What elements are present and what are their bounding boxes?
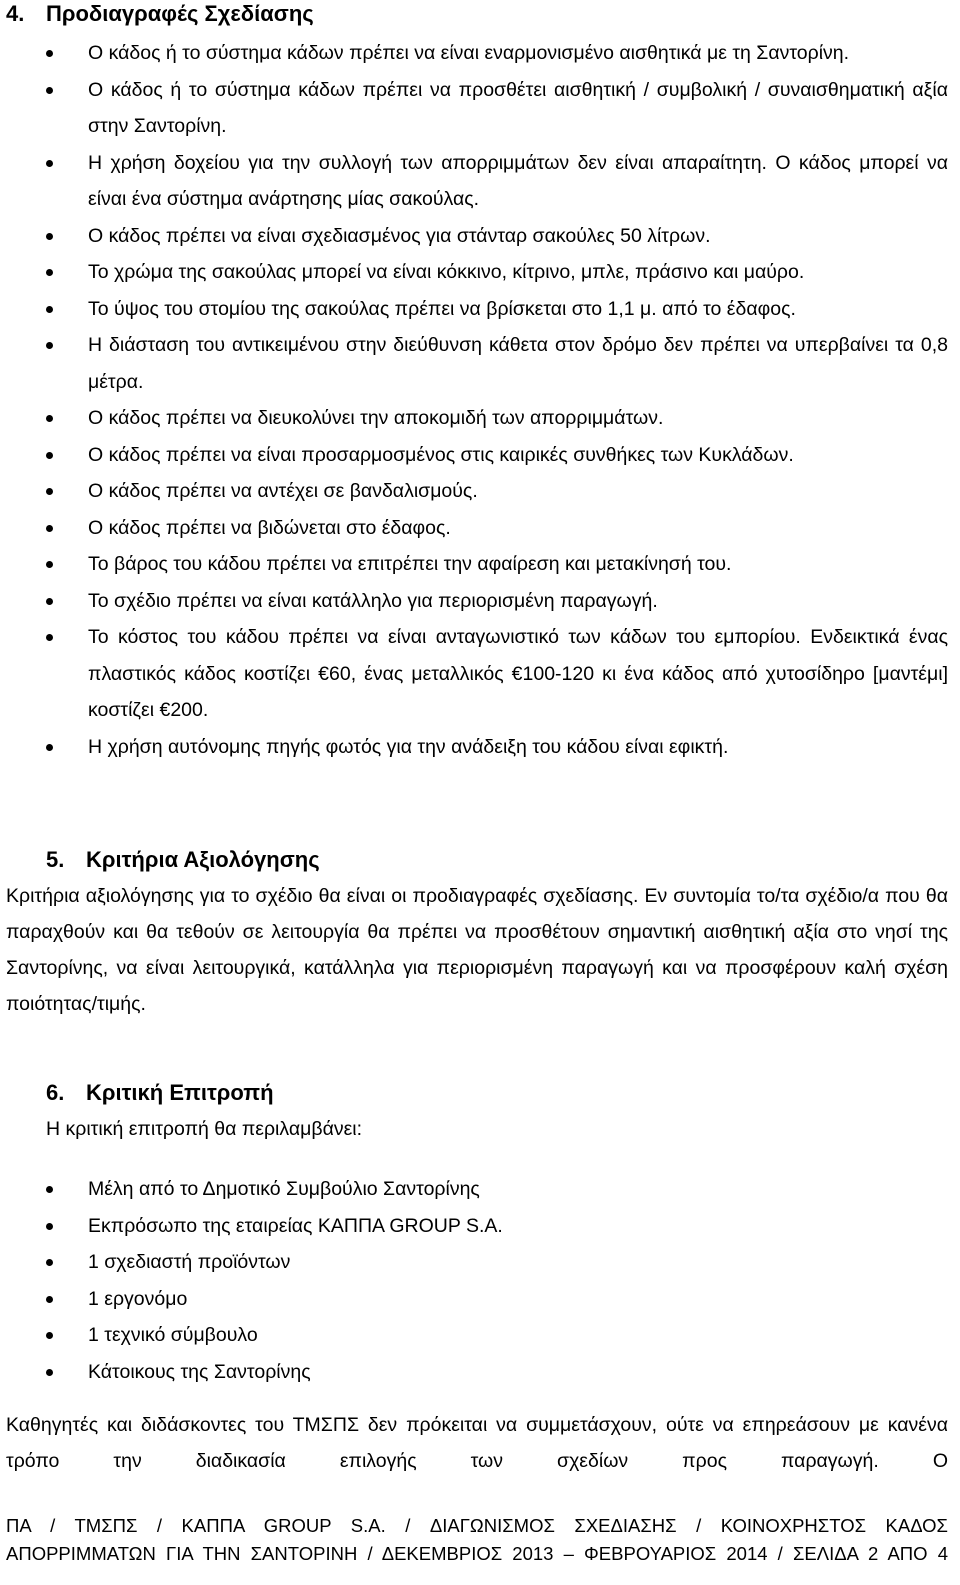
footer-line-1: ΠΑ / ΤΜΣΠΣ / ΚΑΠΠΑ GROUP S.A. / ΔΙΑΓΩΝΙΣΜΟΣ ΣΧΕΔΙΑΣΗΣ / ΚΟΙΝΟΧΡΗΣΤΟΣ ΚΑΔΟΣ (6, 1515, 948, 1536)
list-item: Το κόστος του κάδου πρέπει να είναι ανταγωνιστικό των κάδων του εμπορίου. Ενδεικτικά ένας πλαστικός κάδος κοστίζει €60, ένας μεταλλικός €100-120 κι ένα κάδος από χυτοσίδηρο [μαντέμι] κοστίζει €200. (0, 619, 958, 729)
list-item: Κάτοικους της Σαντορίνης (0, 1354, 958, 1391)
list-item: Το ύψος του στομίου της σακούλας πρέπει να βρίσκεται στο 1,1 μ. από το έδαφος. (0, 291, 958, 328)
footer-line-2: ΑΠΟΡΡΙΜΜΑΤΩΝ ΓΙΑ ΤΗΝ ΣΑΝΤΟΡΙΝΗ / ΔΕΚΕΜΒΡΙΟΣ 2013 – ΦΕΒΡΟΥΑΡΙΟΣ 2014 / ΣΕΛΙΔΑ 2 ΑΠΟ 4 (6, 1543, 948, 1564)
section-title: Προδιαγραφές Σχεδίασης (46, 1, 314, 26)
evaluation-criteria-paragraph: Κριτήρια αξιολόγησης για το σχέδιο θα είναι οι προδιαγραφές σχεδίασης. Εν συντομία το/τα σχέδιο/α που θα παραχθούν και θα τεθούν σε λειτουργία θα πρέπει να προσθέτουν σημαντική αισθητική αξία στο νησί της Σαντορίνης, να είναι λειτουργικά, κατάλληλα για περιορισμένη παραγωγή και να προσφέρουν καλή σχέση ποιότητας/τιμής. (6, 885, 948, 1015)
list-item: 1 εργονόμο (0, 1281, 958, 1318)
list-item: Το βάρος του κάδου πρέπει να επιτρέπει την αφαίρεση και μετακίνησή του. (0, 546, 958, 583)
list-item: Η διάσταση του αντικειμένου στην διεύθυνση κάθετα στον δρόμο δεν πρέπει να υπερβαίνει τα 0,8 μέτρα. (0, 327, 958, 400)
list-item: Ο κάδος πρέπει να είναι σχεδιασμένος για στάνταρ σακούλες 50 λίτρων. (0, 218, 958, 255)
design-specs-list (0, 35, 958, 765)
list-item: Το χρώμα της σακούλας μπορεί να είναι κόκκινο, κίτρινο, μπλε, πράσινο και μαύρο. (0, 254, 958, 291)
committee-members-list (0, 1171, 958, 1390)
list-item: Το σχέδιο πρέπει να είναι κατάλληλο για περιορισμένη παραγωγή. (0, 583, 958, 620)
list-item: Ο κάδος πρέπει να είναι προσαρμοσμένος στις καιρικές συνθήκες των Κυκλάδων. (0, 437, 958, 474)
section-number: 4. (6, 1, 25, 26)
list-item: Η χρήση δοχείου για την συλλογή των απορριμμάτων δεν είναι απαραίτητη. Ο κάδος μπορεί να είναι ένα σύστημα ανάρτησης μίας σακούλας. (0, 145, 958, 218)
list-item: 1 τεχνικό σύμβουλο (0, 1317, 958, 1354)
page-footer (6, 1512, 948, 1568)
committee-intro: Η κριτική επιτροπή θα περιλαμβάνει: (46, 1118, 363, 1140)
section-title: Κριτήρια Αξιολόγησης (86, 847, 320, 872)
list-item: Μέλη από το Δημοτικό Συμβούλιο Σαντορίνης (0, 1171, 958, 1208)
section-number: 5. (46, 847, 65, 872)
list-item: Ο κάδος πρέπει να αντέχει σε βανδαλισμούς. (0, 473, 958, 510)
list-item: Ο κάδος πρέπει να διευκολύνει την αποκομιδή των απορριμμάτων. (0, 400, 958, 437)
section-5-heading (46, 846, 320, 874)
list-item: Ο κάδος πρέπει να βιδώνεται στο έδαφος. (0, 510, 958, 547)
list-item: Εκπρόσωπο της εταιρείας ΚΑΠΠΑ GROUP S.A. (0, 1208, 958, 1245)
list-item: 1 σχεδιαστή προϊόντων (0, 1244, 958, 1281)
section-4-heading (6, 0, 314, 28)
list-item: Η χρήση αυτόνομης πηγής φωτός για την ανάδειξη του κάδου είναι εφικτή. (0, 729, 958, 766)
committee-closing-paragraph: Καθηγητές και διδάσκοντες του ΤΜΣΠΣ δεν πρόκειται να συμμετάσχουν, ούτε να επηρεάσουν με κανένα τρόπο την διαδικασία επιλογής των σχεδίων προς παραγωγή. Ο (6, 1414, 948, 1472)
list-item: Ο κάδος ή το σύστημα κάδων πρέπει να είναι εναρμονισμένο αισθητικά με τη Σαντορίνη. (0, 35, 958, 72)
section-title: Κριτική Επιτροπή (86, 1080, 274, 1105)
list-item: Ο κάδος ή το σύστημα κάδων πρέπει να προσθέτει αισθητική / συμβολική / συναισθηματική αξία στην Σαντορίνη. (0, 72, 958, 145)
section-6-heading (46, 1079, 274, 1107)
section-number: 6. (46, 1080, 65, 1105)
